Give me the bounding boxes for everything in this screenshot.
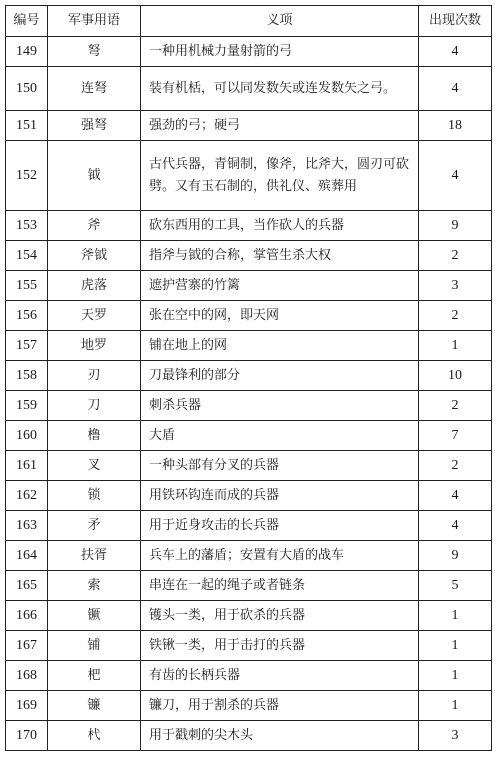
row-meaning: 铺在地上的网 [141, 331, 419, 361]
row-term: 天罗 [48, 301, 141, 331]
row-count: 2 [419, 451, 492, 481]
row-number: 164 [6, 541, 48, 571]
row-number: 153 [6, 211, 48, 241]
table-row [6, 571, 492, 601]
row-number: 156 [6, 301, 48, 331]
table-row [6, 661, 492, 691]
row-number: 158 [6, 361, 48, 391]
row-term: 索 [48, 571, 141, 601]
row-term: 弩 [48, 37, 141, 67]
row-meaning: 一种用机械力量射箭的弓 [141, 37, 419, 67]
row-count: 4 [419, 511, 492, 541]
row-number: 159 [6, 391, 48, 421]
row-meaning: 强劲的弓；硬弓 [141, 111, 419, 141]
row-number: 166 [6, 601, 48, 631]
row-meaning: 用铁环钩连而成的兵器 [141, 481, 419, 511]
table-row [6, 511, 492, 541]
row-term: 矛 [48, 511, 141, 541]
row-number: 167 [6, 631, 48, 661]
row-number: 169 [6, 691, 48, 721]
row-count: 9 [419, 211, 492, 241]
table-header-row [6, 6, 492, 37]
row-count: 4 [419, 141, 492, 211]
row-term: 连弩 [48, 67, 141, 111]
row-meaning: 指斧与钺的合称，掌管生杀大权 [141, 241, 419, 271]
table-row [6, 691, 492, 721]
row-term: 铺 [48, 631, 141, 661]
row-meaning: 大盾 [141, 421, 419, 451]
table-row [6, 141, 492, 211]
row-number: 152 [6, 141, 48, 211]
row-count: 2 [419, 391, 492, 421]
row-count: 1 [419, 631, 492, 661]
row-count: 4 [419, 481, 492, 511]
row-count: 7 [419, 421, 492, 451]
row-term: 杷 [48, 661, 141, 691]
row-meaning: 刀最锋利的部分 [141, 361, 419, 391]
row-meaning: 古代兵器，青铜制，像斧，比斧大，圆刃可砍劈。又有玉石制的，供礼仪、殡葬用 [141, 141, 419, 211]
header-meaning: 义项 [141, 6, 419, 37]
row-number: 151 [6, 111, 48, 141]
row-term: 镢 [48, 601, 141, 631]
table-row [6, 211, 492, 241]
header-number: 编号 [6, 6, 48, 37]
row-meaning: 有齿的长柄兵器 [141, 661, 419, 691]
table-row [6, 721, 492, 751]
row-number: 157 [6, 331, 48, 361]
row-meaning: 镬头一类，用于砍杀的兵器 [141, 601, 419, 631]
table-row [6, 111, 492, 141]
row-count: 9 [419, 541, 492, 571]
table-body [6, 37, 492, 751]
row-count: 5 [419, 571, 492, 601]
row-meaning: 装有机栝，可以同发数矢或连发数矢之弓。 [141, 67, 419, 111]
row-term: 扶胥 [48, 541, 141, 571]
row-term: 斧 [48, 211, 141, 241]
row-count: 4 [419, 37, 492, 67]
row-count: 2 [419, 301, 492, 331]
row-number: 149 [6, 37, 48, 67]
row-count: 1 [419, 661, 492, 691]
row-term: 强弩 [48, 111, 141, 141]
table-row [6, 601, 492, 631]
row-term: 斧钺 [48, 241, 141, 271]
row-meaning: 遮护营寨的竹篱 [141, 271, 419, 301]
table-row [6, 481, 492, 511]
row-meaning: 兵车上的藩盾；安置有大盾的战车 [141, 541, 419, 571]
table-row [6, 271, 492, 301]
row-term: 刀 [48, 391, 141, 421]
row-term: 镰 [48, 691, 141, 721]
row-term: 地罗 [48, 331, 141, 361]
table-row [6, 37, 492, 67]
table-row [6, 361, 492, 391]
row-term: 钺 [48, 141, 141, 211]
row-number: 160 [6, 421, 48, 451]
table-row [6, 241, 492, 271]
header-term: 军事用语 [48, 6, 141, 37]
terms-table-container [5, 5, 492, 751]
table-row [6, 631, 492, 661]
row-term: 虎落 [48, 271, 141, 301]
row-number: 155 [6, 271, 48, 301]
table-row [6, 301, 492, 331]
row-number: 154 [6, 241, 48, 271]
row-count: 1 [419, 691, 492, 721]
row-meaning: 镰刀，用于割杀的兵器 [141, 691, 419, 721]
row-term: 叉 [48, 451, 141, 481]
row-term: 杙 [48, 721, 141, 751]
row-count: 3 [419, 271, 492, 301]
row-number: 161 [6, 451, 48, 481]
row-count: 18 [419, 111, 492, 141]
row-number: 165 [6, 571, 48, 601]
row-meaning: 砍东西用的工具，当作砍人的兵器 [141, 211, 419, 241]
row-meaning: 用于近身攻击的长兵器 [141, 511, 419, 541]
table-row [6, 421, 492, 451]
row-count: 10 [419, 361, 492, 391]
table-row [6, 541, 492, 571]
row-number: 150 [6, 67, 48, 111]
table-row [6, 331, 492, 361]
row-meaning: 串连在一起的绳子或者链条 [141, 571, 419, 601]
row-term: 锁 [48, 481, 141, 511]
row-count: 1 [419, 331, 492, 361]
table-row [6, 67, 492, 111]
row-number: 168 [6, 661, 48, 691]
row-meaning: 铁锹一类，用于击打的兵器 [141, 631, 419, 661]
row-count: 3 [419, 721, 492, 751]
row-term: 刃 [48, 361, 141, 391]
row-count: 4 [419, 67, 492, 111]
header-count: 出现次数 [419, 6, 492, 37]
row-count: 2 [419, 241, 492, 271]
row-number: 163 [6, 511, 48, 541]
table-row [6, 451, 492, 481]
row-meaning: 一种头部有分叉的兵器 [141, 451, 419, 481]
row-term: 橹 [48, 421, 141, 451]
row-meaning: 用于戳刺的尖木头 [141, 721, 419, 751]
row-meaning: 刺杀兵器 [141, 391, 419, 421]
table-row [6, 391, 492, 421]
row-count: 1 [419, 601, 492, 631]
row-number: 162 [6, 481, 48, 511]
row-meaning: 张在空中的网，即天网 [141, 301, 419, 331]
row-number: 170 [6, 721, 48, 751]
military-terms-table [5, 5, 492, 751]
